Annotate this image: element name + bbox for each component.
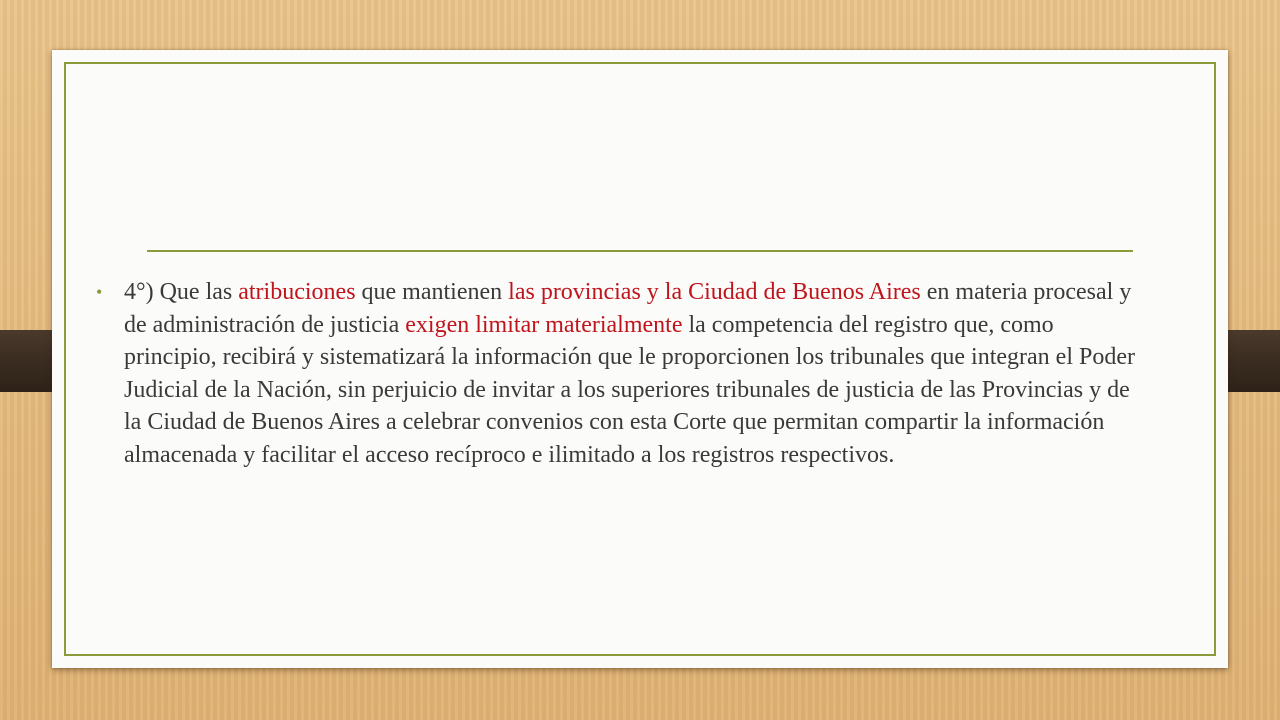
highlight-provincias: las provincias y la Ciudad de Buenos Aires [508,279,921,305]
title-divider [147,250,1133,252]
text-segment: en materia procesal y de administración de justicia [124,279,1132,338]
slide-body [96,276,1144,472]
slide-paper [52,50,1228,668]
text-segment: que mantienen [355,279,509,305]
text-segment: la competencia del registro que, como principio, recibirá y sistematizará la información que le proporcionen los tribunales que integran el Poder Judicial de la Nación, sin perjuicio de invitar a los superiores tribunales de justicia de las Provincias y de la Ciudad de Buenos Aires a celebrar convenios con esta Corte que permitan compartir la información almacenada y facilitar el acceso recíproco e ilimitado a los registros respectivos. [124,311,1135,468]
highlight-atribuciones: atribuciones [238,279,356,305]
bullet-marker: • [96,282,103,302]
bullet-paragraph [124,276,1144,472]
text-segment: 4°) Que las [124,279,239,305]
highlight-limitar: exigen limitar materialmente [405,311,683,338]
